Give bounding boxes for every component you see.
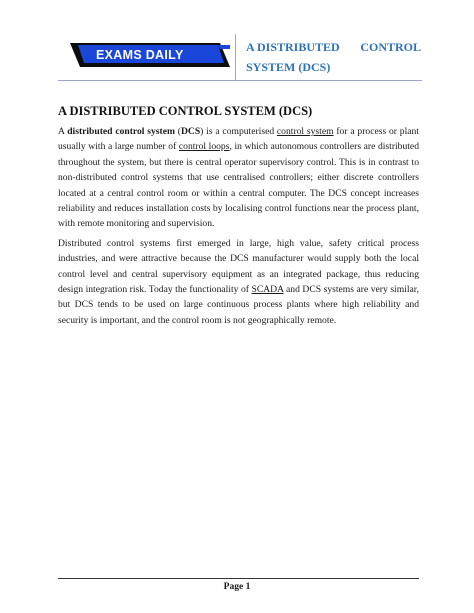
article-heading: A DISTRIBUTED CONTROL SYSTEM (DCS) bbox=[58, 104, 313, 118]
link-scada[interactable]: SCADA bbox=[251, 284, 284, 296]
logo-text: EXAMS DAILY bbox=[96, 48, 184, 62]
page-header bbox=[58, 28, 422, 82]
bold-term-dcs-abbrev: DCS bbox=[180, 126, 201, 137]
text-run: and DCS systems are very similar, but DCS tends to be used on large continuous process plants where high reliability and security is important, and the control room is not geographically remote. bbox=[58, 284, 419, 326]
text-run: Distributed control systems first emerged in large, high value, safety critical process industries, and were attractive because the DCS manufacturer would supply both the local control level and central supervisory equipment as an integrated package, thus reducing design integration risk. Today the functionality of bbox=[58, 237, 419, 296]
footer-rule bbox=[58, 578, 419, 579]
page-number: Page 1 bbox=[223, 582, 251, 592]
header-title-line-2: SYSTEM (DCS) bbox=[246, 60, 331, 74]
header-divider bbox=[235, 34, 236, 80]
bold-term-dcs-name: distributed control system bbox=[67, 126, 175, 137]
exams-daily-logo bbox=[70, 43, 230, 67]
header-title-part-2: CONTROL bbox=[360, 40, 421, 54]
text-run: ) is a computerised bbox=[200, 126, 277, 137]
text-run: ( bbox=[174, 126, 181, 137]
header-title bbox=[246, 37, 421, 77]
paragraph-1 bbox=[58, 124, 419, 232]
link-control-loops[interactable]: control loops bbox=[178, 141, 230, 153]
header-rule bbox=[58, 80, 422, 81]
text-run: for a process or plant usually with a large number of bbox=[58, 126, 419, 153]
header-title-part-1: A DISTRIBUTED bbox=[246, 40, 340, 54]
text-run: A bbox=[58, 126, 68, 137]
text-run: , in which autonomous controllers are distributed throughout the system, but there is central operator supervisory control. This is in contrast to non-distributed control systems that use centralised controllers; either discrete controllers located at a central control room or within a central computer. The DCS concept increases reliability and reduces installation costs by localising control functions near the process plant, with remote monitoring and supervision. bbox=[58, 141, 419, 230]
paragraph-2 bbox=[58, 236, 419, 328]
link-control-system[interactable]: control system bbox=[276, 126, 334, 137]
article-body bbox=[58, 103, 419, 332]
